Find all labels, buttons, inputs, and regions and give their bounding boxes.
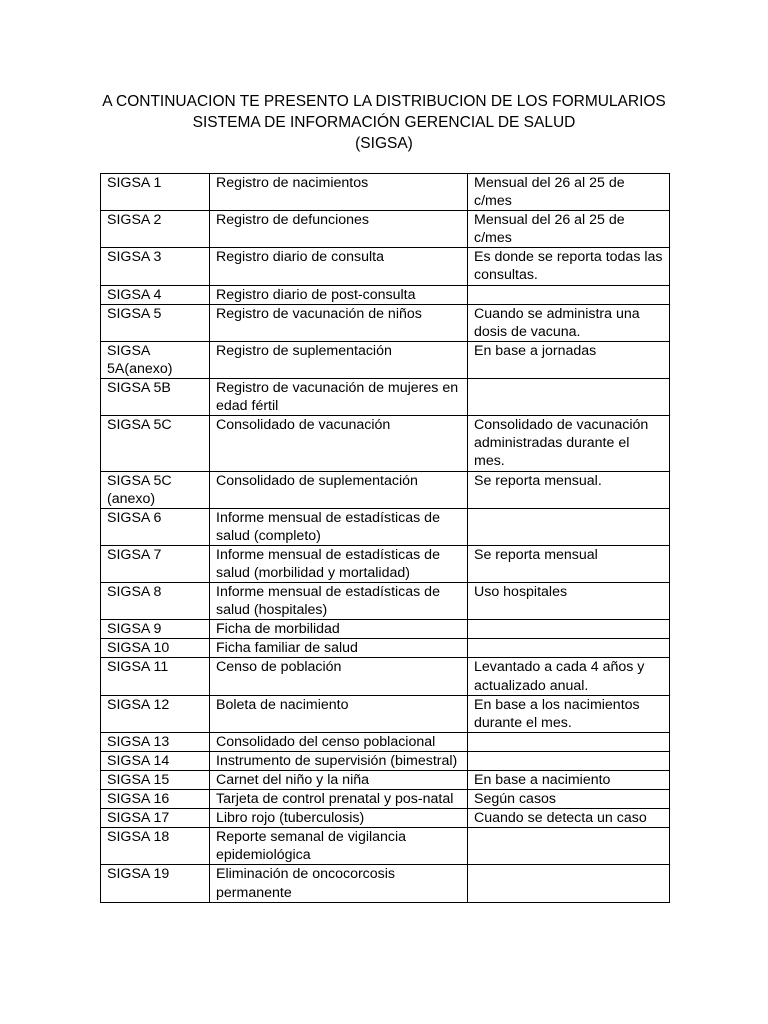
form-note-cell: En base a jornadas	[468, 341, 670, 378]
form-name-cell: Carnet del niño y la niña	[210, 771, 468, 790]
form-note-cell	[468, 379, 670, 416]
title-line-3: (SIGSA)	[355, 135, 413, 152]
table-row	[101, 658, 670, 695]
form-code-cell: SIGSA 15	[101, 771, 210, 790]
form-name-cell: Registro de suplementación	[210, 341, 468, 378]
form-code-cell: SIGSA 16	[101, 790, 210, 809]
form-code-cell: SIGSA 5C	[101, 416, 210, 471]
form-name-cell: Consolidado de vacunación	[210, 416, 468, 471]
table-row	[101, 828, 670, 865]
form-code-cell: SIGSA 14	[101, 751, 210, 770]
table-row	[101, 865, 670, 902]
form-note-cell: Mensual del 26 al 25 de c/mes	[468, 174, 670, 211]
form-code-cell: SIGSA 3	[101, 248, 210, 285]
form-name-cell: Consolidado del censo poblacional	[210, 732, 468, 751]
form-note-cell: Se reporta mensual.	[468, 471, 670, 508]
form-name-cell: Informe mensual de estadísticas de salud (morbilidad y mortalidad)	[210, 545, 468, 582]
form-code-cell: SIGSA 4	[101, 285, 210, 304]
form-note-cell: Se reporta mensual	[468, 545, 670, 582]
title-line-1: A CONTINUACION TE PRESENTO LA DISTRIBUCION DE LOS FORMULARIOS	[102, 93, 666, 110]
table-row	[101, 583, 670, 620]
form-name-cell: Tarjeta de control prenatal y pos-natal	[210, 790, 468, 809]
table-row	[101, 790, 670, 809]
form-note-cell	[468, 751, 670, 770]
form-name-cell: Reporte semanal de vigilancia epidemiológica	[210, 828, 468, 865]
form-note-cell: Es donde se reporta todas las consultas.	[468, 248, 670, 285]
table-row	[101, 545, 670, 582]
form-name-cell: Eliminación de oncocorcosis permanente	[210, 865, 468, 902]
form-note-cell: En base a nacimiento	[468, 771, 670, 790]
form-name-cell: Censo de población	[210, 658, 468, 695]
form-note-cell: Cuando se administra una dosis de vacuna.	[468, 304, 670, 341]
form-code-cell: SIGSA 10	[101, 639, 210, 658]
forms-table-body	[101, 174, 670, 903]
form-note-cell	[468, 828, 670, 865]
form-name-cell: Ficha de morbilidad	[210, 620, 468, 639]
form-code-cell: SIGSA 5C (anexo)	[101, 471, 210, 508]
form-code-cell: SIGSA 12	[101, 695, 210, 732]
table-row	[101, 508, 670, 545]
form-code-cell: SIGSA 11	[101, 658, 210, 695]
form-name-cell: Registro de vacunación de mujeres en edad fértil	[210, 379, 468, 416]
form-code-cell: SIGSA 7	[101, 545, 210, 582]
form-code-cell: SIGSA 17	[101, 809, 210, 828]
form-name-cell: Registro diario de post-consulta	[210, 285, 468, 304]
table-row	[101, 471, 670, 508]
table-row	[101, 620, 670, 639]
form-name-cell: Libro rojo (tuberculosis)	[210, 809, 468, 828]
form-name-cell: Registro de vacunación de niños	[210, 304, 468, 341]
form-note-cell: Levantado a cada 4 años y actualizado anual.	[468, 658, 670, 695]
form-note-cell: Consolidado de vacunación administradas durante el mes.	[468, 416, 670, 471]
form-note-cell: Uso hospitales	[468, 583, 670, 620]
table-row	[101, 639, 670, 658]
form-name-cell: Informe mensual de estadísticas de salud (completo)	[210, 508, 468, 545]
form-code-cell: SIGSA 5B	[101, 379, 210, 416]
form-note-cell: Según casos	[468, 790, 670, 809]
form-code-cell: SIGSA 5A(anexo)	[101, 341, 210, 378]
form-name-cell: Consolidado de suplementación	[210, 471, 468, 508]
form-note-cell	[468, 865, 670, 902]
form-note-cell: Mensual del 26 al 25 de c/mes	[468, 211, 670, 248]
form-code-cell: SIGSA 1	[101, 174, 210, 211]
form-note-cell	[468, 639, 670, 658]
form-note-cell: Cuando se detecta un caso	[468, 809, 670, 828]
form-code-cell: SIGSA 13	[101, 732, 210, 751]
form-note-cell	[468, 508, 670, 545]
table-row	[101, 732, 670, 751]
forms-table	[100, 173, 670, 903]
table-row	[101, 809, 670, 828]
table-row	[101, 771, 670, 790]
table-row	[101, 211, 670, 248]
form-code-cell: SIGSA 9	[101, 620, 210, 639]
table-row	[101, 695, 670, 732]
table-row	[101, 285, 670, 304]
form-name-cell: Registro de nacimientos	[210, 174, 468, 211]
form-code-cell: SIGSA 8	[101, 583, 210, 620]
form-name-cell: Instrumento de supervisión (bimestral)	[210, 751, 468, 770]
table-row	[101, 304, 670, 341]
form-name-cell: Registro diario de consulta	[210, 248, 468, 285]
form-code-cell: SIGSA 5	[101, 304, 210, 341]
form-name-cell: Registro de defunciones	[210, 211, 468, 248]
table-row	[101, 174, 670, 211]
form-note-cell	[468, 732, 670, 751]
document-title	[0, 91, 768, 154]
form-name-cell: Boleta de nacimiento	[210, 695, 468, 732]
table-row	[101, 379, 670, 416]
form-note-cell	[468, 285, 670, 304]
form-note-cell	[468, 620, 670, 639]
table-row	[101, 416, 670, 471]
form-code-cell: SIGSA 2	[101, 211, 210, 248]
table-row	[101, 751, 670, 770]
form-note-cell: En base a los nacimientos durante el mes.	[468, 695, 670, 732]
form-code-cell: SIGSA 19	[101, 865, 210, 902]
form-name-cell: Informe mensual de estadísticas de salud (hospitales)	[210, 583, 468, 620]
form-code-cell: SIGSA 6	[101, 508, 210, 545]
title-line-2: SISTEMA DE INFORMACIÓN GERENCIAL DE SALUD	[192, 114, 576, 131]
form-code-cell: SIGSA 18	[101, 828, 210, 865]
form-name-cell: Ficha familiar de salud	[210, 639, 468, 658]
table-row	[101, 248, 670, 285]
table-row	[101, 341, 670, 378]
